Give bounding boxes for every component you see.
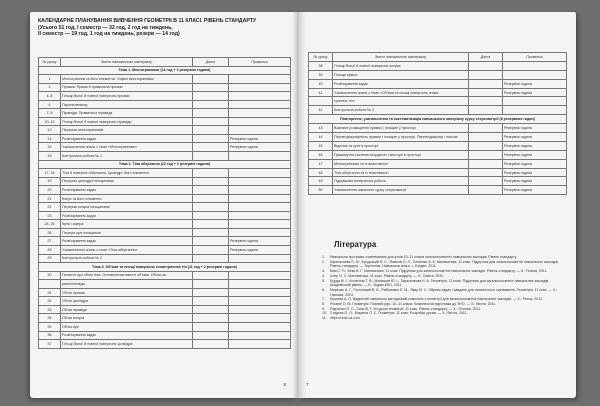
content-cell: Об'єм циліндра (61, 297, 193, 306)
literature-item-text: Роганін О. М. Геометрія. Повний курс. 10–11 класи: Комплексна підготовка до ЗНО. — Х.: Веста, 2011. (330, 302, 497, 307)
date-cell (193, 152, 229, 161)
date-cell (193, 271, 229, 280)
literature-item-number: 8. (322, 302, 325, 307)
lesson-number-cell: 49 (309, 177, 333, 186)
date-cell (193, 75, 229, 84)
lesson-number-cell: 40 (309, 79, 333, 88)
table-row (39, 254, 291, 263)
content-cell: Тіла й поверхні обертання. Циліндр і його елементи (61, 169, 193, 178)
table-row (39, 100, 291, 109)
table-row (39, 288, 291, 297)
literature-item-text: Стадник О. О., Марюна О. С. Геометрія. 11 клас: Розробки уроків. — Х.: Веста, 2011. (330, 311, 468, 316)
table-row (39, 237, 291, 246)
content-cell: Відстані та кути в просторі (333, 141, 469, 150)
date-cell (193, 83, 229, 92)
lesson-number-cell: 43 (309, 124, 333, 133)
notes-cell (229, 169, 291, 178)
literature-item-text: Мерзляк А. Г., Полонский В. Б., Рабинович Е. М., Якир М. С. Збірник задач і завдань для тематичного оцінювання. Геометрія, 11 клас. — Х.: Гімназія, 2003. (330, 287, 558, 297)
table-row (309, 79, 567, 88)
notes-cell (229, 100, 291, 109)
page-number: 7 (306, 382, 309, 387)
notes-cell (229, 109, 291, 118)
date-cell (469, 168, 503, 177)
literature-item-number: 10. (322, 311, 327, 316)
lesson-number-cell: 1 (39, 75, 61, 84)
date-cell (469, 124, 503, 133)
literature-item-number: 6. (322, 287, 325, 292)
table-row (39, 220, 291, 229)
literature-item-number: 9. (322, 306, 325, 311)
lesson-number-cell: 24, 25 (39, 220, 61, 229)
heading-line: КАЛЕНДАРНЕ ПЛАНУВАННЯ ВИВЧЕННЯ ГЕОМЕТРІЇ В 11 КЛАСІ. РІВЕНЬ СТАНДАРТУ (38, 18, 257, 24)
content-cell: Розв'язування задач (61, 211, 193, 220)
notes-cell: Резервна година (503, 88, 567, 97)
date-cell (193, 117, 229, 126)
content-cell: Контрольна робота № 2 (61, 254, 193, 263)
notes-cell (229, 340, 291, 349)
lesson-number-cell: 48 (309, 168, 333, 177)
date-cell (193, 237, 229, 246)
content-cell: Призма. Пряма й правильна призми (61, 83, 193, 92)
table-row (39, 194, 291, 203)
literature-item (322, 316, 566, 321)
notes-cell (503, 70, 567, 79)
table-header-row (39, 58, 291, 67)
content-cell: тричних тіл» (333, 97, 469, 106)
lesson-number-cell: 16 (39, 152, 61, 161)
table-row (39, 211, 291, 220)
content-cell: Піраміда. Правильна піраміда (61, 109, 193, 118)
table-header-row (309, 53, 567, 62)
literature-item-text: Афанасьєва О. М., Бродський Я. С., Павлов О. Л., Сліпенко А. К. Математика, 11 клас: Підручник для загальноосвітніх навчальних закладів. Рівень стандарту. — Тернопіль: Навчальна книга — Богдан, 2011. (330, 259, 559, 269)
lesson-number-cell: 26 (39, 228, 61, 237)
heading-line: (Усього 51 год, І семестр — 32 год, 2 год на тиждень, (38, 24, 173, 31)
notes-cell: Резервна година (503, 168, 567, 177)
date-cell (193, 254, 229, 263)
date-cell (469, 79, 503, 88)
literature-item-number: 4. (322, 273, 325, 278)
content-cell: Контрольна робота № 1 (61, 152, 193, 161)
date-cell (193, 246, 229, 255)
content-cell: Многогранник та його елементи. Опуклі многогранники (61, 75, 193, 84)
lesson-number-cell: 44 (309, 133, 333, 142)
notes-cell (229, 211, 291, 220)
date-cell (193, 169, 229, 178)
content-cell: Конус та його елементи (61, 194, 193, 203)
content-cell: Розв'язування задач (61, 331, 193, 340)
date-cell (469, 61, 503, 70)
notes-cell (229, 203, 291, 212)
planning-table-left-body (39, 66, 291, 348)
literature-list (322, 255, 566, 321)
date-cell (469, 133, 503, 142)
table-row (309, 150, 567, 159)
lesson-number-cell: 4–5 (39, 92, 61, 101)
literature-item-number: 1. (322, 255, 325, 259)
lesson-number-cell: 36 (39, 331, 61, 340)
literature-item-text: Радченко О. С., Сизо В. Г. Усі уроки геометрії. 11 клас. Рівень стандарту. — Х.: Основа, 2011. (330, 306, 482, 311)
notes-cell (229, 280, 291, 289)
table-row (309, 133, 567, 142)
content-cell: Паралелепіпед (61, 100, 193, 109)
literature-title: Література (334, 240, 377, 249)
content-cell: Об'єм піраміди (61, 305, 193, 314)
content-cell: Узагальнення шкільного курсу стереометрії (333, 186, 469, 195)
lesson-number-cell (309, 97, 333, 106)
literature-item-text: https://urok-ua.com (330, 316, 360, 321)
table-row (309, 61, 567, 70)
notes-cell (229, 152, 291, 161)
lesson-number-cell: 21 (39, 194, 61, 203)
lesson-number-cell: 50 (309, 186, 333, 195)
notes-cell (229, 271, 291, 280)
table-row (309, 70, 567, 79)
literature-item-number: 7. (322, 297, 325, 302)
date-cell (193, 186, 229, 195)
planning-table-right-body (309, 61, 567, 194)
col-header-content: Зміст навчального матеріалу (61, 58, 193, 67)
table-row (39, 169, 291, 178)
lesson-number-cell: 37 (39, 340, 61, 349)
notes-cell: Резервна година (503, 141, 567, 150)
table-row (39, 177, 291, 186)
lesson-number-cell: 10–12 (39, 117, 61, 126)
table-row (39, 143, 291, 152)
date-cell (469, 88, 503, 97)
notes-cell (229, 92, 291, 101)
notes-cell: Резервна година (503, 150, 567, 159)
left-page (30, 12, 298, 398)
lesson-number-cell: 29 (39, 254, 61, 263)
content-cell: Підсумкова контрольна робота (333, 177, 469, 186)
notes-cell: Резервна година (503, 177, 567, 186)
lesson-number-cell: 39 (309, 70, 333, 79)
notes-cell (229, 331, 291, 340)
content-cell: Переріз кулі площиною (61, 228, 193, 237)
notes-cell: Резервна година (503, 79, 567, 88)
col-header-date: Дата (469, 53, 503, 62)
date-cell (193, 203, 229, 212)
lesson-number-cell: 13 (39, 126, 61, 135)
date-cell (193, 126, 229, 135)
table-row (39, 152, 291, 161)
notes-cell (229, 177, 291, 186)
content-cell: Прямокутна система координат і вектори в просторі (333, 150, 469, 159)
table-row (39, 280, 291, 289)
notes-cell (503, 97, 567, 106)
lesson-number-cell: 42 (309, 106, 333, 115)
date-cell (193, 331, 229, 340)
notes-cell: Резервна година (229, 246, 291, 255)
date-cell (469, 97, 503, 106)
section-row (39, 263, 291, 272)
date-cell (469, 106, 503, 115)
table-row (39, 314, 291, 323)
table-row (39, 322, 291, 331)
date-cell (193, 100, 229, 109)
lesson-number-cell: 28 (39, 246, 61, 255)
section-title: Повторення, узагальнення та систематизація навчального матеріалу курсу стереометрії (8 резервних годин) (309, 115, 567, 124)
notes-cell (229, 117, 291, 126)
table-row (39, 75, 291, 84)
section-row (39, 66, 291, 75)
date-cell (193, 134, 229, 143)
content-cell: Узагальнення знань з теми «Многогранники» (61, 143, 193, 152)
content-cell: Перерізи многогранників (61, 126, 193, 135)
date-cell (193, 143, 229, 152)
lesson-number-cell: 35 (39, 322, 61, 331)
literature-item-text: Навчальна програма з математики для учнів 10–11 класів загальноосвітніх навчальних закладів. Рівень стандарту. (330, 255, 518, 259)
planning-table-right (308, 52, 567, 195)
content-cell: Взаємне розміщення прямих і площин у просторі (333, 124, 469, 133)
content-cell: Площі бічної й повної поверхонь конуса (333, 61, 469, 70)
planning-table-left (38, 57, 291, 349)
content-cell: ралелепіпеда (61, 280, 193, 289)
notes-cell: Резервна година (503, 133, 567, 142)
date-cell (193, 280, 229, 289)
lesson-number-cell: 30 (39, 271, 61, 280)
notes-cell: Резервна година (503, 186, 567, 195)
date-cell (193, 340, 229, 349)
content-cell: Площі бічної й повної поверхонь піраміди (61, 117, 193, 126)
literature-item (322, 279, 566, 288)
notes-cell (229, 305, 291, 314)
lesson-number-cell: 46 (309, 150, 333, 159)
table-row (39, 109, 291, 118)
lesson-number-cell: 32 (39, 297, 61, 306)
lesson-number-cell: 31 (39, 288, 61, 297)
notes-cell (229, 186, 291, 195)
notes-cell (229, 75, 291, 84)
literature-item-number: 2. (322, 259, 325, 264)
notes-cell: Резервна година (229, 134, 291, 143)
table-row (39, 305, 291, 314)
table-row (39, 271, 291, 280)
lesson-number-cell: 34 (39, 314, 61, 323)
table-row (309, 97, 567, 106)
table-row (309, 124, 567, 133)
content-cell: Розв'язування задач (333, 79, 469, 88)
notes-cell (229, 194, 291, 203)
date-cell (193, 297, 229, 306)
date-cell (193, 314, 229, 323)
lesson-number-cell: 15 (39, 143, 61, 152)
lesson-number-cell: 33 (39, 305, 61, 314)
literature-item-text: Істер О. С. Математика, 11 клас. Рівень стандарту. — К.: Освіта, 2011. (330, 273, 444, 278)
lesson-number-cell: 45 (309, 141, 333, 150)
table-row (39, 117, 291, 126)
content-cell: Перпендикулярність прямих і площин у просторі. Перпендикуляр і похила (333, 133, 469, 142)
literature-item-number: 11. (322, 316, 327, 321)
content-cell: Розв'язування задач (61, 186, 193, 195)
table-row (39, 331, 291, 340)
content-cell: Узагальнення знань з теми «Тіла обертання» (61, 246, 193, 255)
notes-cell: Резервна година (503, 159, 567, 168)
col-header-notes: Примітки (503, 53, 567, 62)
content-cell: Многогранники та їх властивості (333, 159, 469, 168)
date-cell (193, 92, 229, 101)
date-cell (193, 305, 229, 314)
lesson-number-cell: 41 (309, 88, 333, 97)
section-title: Тема 2. Тіла обертання (12 год + 2 резервні години) (39, 160, 291, 169)
col-header-lesson: № уроку (39, 58, 61, 67)
lesson-number-cell: 23 (39, 211, 61, 220)
content-cell: Площі бічної й повної поверхонь призми (61, 92, 193, 101)
table-row (39, 186, 291, 195)
date-cell (193, 322, 229, 331)
date-cell (469, 177, 503, 186)
notes-cell (229, 83, 291, 92)
lesson-number-cell: 22 (39, 203, 61, 212)
table-row (39, 126, 291, 135)
date-cell (193, 177, 229, 186)
notes-cell (503, 106, 567, 115)
notes-cell: Резервна година (229, 143, 291, 152)
lesson-number-cell: 19 (39, 177, 61, 186)
col-header-content: Зміст навчального матеріалу (333, 53, 469, 62)
section-title: Тема 1. Многогранники (14 год + 2 резервна година) (39, 66, 291, 75)
content-cell: Поняття про об'єм тіла. Основні властивості об'ємів. Об'єм па- (61, 271, 193, 280)
date-cell (469, 70, 503, 79)
literature-item-number: 5. (322, 278, 325, 283)
content-cell: Площа сфери (333, 70, 469, 79)
content-cell: Об'єм призми (61, 288, 193, 297)
table-row (39, 228, 291, 237)
table-row (309, 159, 567, 168)
notes-cell (229, 314, 291, 323)
content-cell: Узагальнення знань з теми «Об'єми та площі поверхонь геоме- (333, 88, 469, 97)
lesson-number-cell: 14 (39, 134, 61, 143)
notes-cell (229, 297, 291, 306)
literature-item-number: 3. (322, 269, 325, 274)
lesson-number-cell: 17, 18 (39, 169, 61, 178)
date-cell (193, 109, 229, 118)
table-row (309, 141, 567, 150)
table-row (39, 92, 291, 101)
content-cell: Розв'язування задач (61, 237, 193, 246)
date-cell (193, 211, 229, 220)
table-row (309, 186, 567, 195)
table-row (309, 168, 567, 177)
content-cell: Перерізи циліндра площинами (61, 177, 193, 186)
table-row (309, 88, 567, 97)
notes-cell: Резервна година (503, 124, 567, 133)
notes-cell (503, 61, 567, 70)
date-cell (193, 194, 229, 203)
section-row (309, 115, 567, 124)
content-cell: Контрольна робота № 3 (333, 106, 469, 115)
lesson-number-cell: 38 (309, 61, 333, 70)
content-cell: Об'єм конуса (61, 314, 193, 323)
table-row (309, 106, 567, 115)
table-row (39, 340, 291, 349)
content-cell: Площі бічної й повної поверхонь циліндра (61, 340, 193, 349)
date-cell (469, 186, 503, 195)
literature-item-text: Бевз Г. П., Бевз В. Г. Математика, 11 клас: Підручник для загальноосвітніх навчальних закладів. Рівень стандарту. — К.: Генеза, 2011. (330, 269, 548, 274)
notes-cell (229, 322, 291, 331)
lesson-number-cell: 20 (39, 186, 61, 195)
content-cell: Розв'язування задач (61, 134, 193, 143)
date-cell (469, 141, 503, 150)
page-number: 6 (283, 382, 286, 387)
table-row (39, 246, 291, 255)
notes-cell (229, 220, 291, 229)
table-row (39, 83, 291, 92)
date-cell (193, 288, 229, 297)
lesson-number-cell: 7–9 (39, 109, 61, 118)
content-cell: Перерізи конуса площинами (61, 203, 193, 212)
literature-item (322, 260, 566, 269)
table-row (39, 203, 291, 212)
literature-item-text: Бурда М. І., Колесник Т. В., Малишев Ю. І., Тарасенкова Н. А. Геометрія, 11 клас: Підручник для загальноосвітніх навчальних закладів. Академічний рівень. — К.: Зодіак-ЕКО, 2011. (330, 278, 550, 288)
content-cell: Куля і сфера (61, 220, 193, 229)
col-header-notes: Примітки (229, 58, 291, 67)
lesson-number-cell: 47 (309, 159, 333, 168)
table-row (39, 134, 291, 143)
lesson-number-cell: 2 (39, 83, 61, 92)
notes-cell: Резервна година (229, 237, 291, 246)
section-row (39, 160, 291, 169)
table-row (309, 177, 567, 186)
date-cell (469, 150, 503, 159)
date-cell (469, 159, 503, 168)
section-title: Тема 3. Об'єми та площі поверхонь геометричних тіл (11 год + 2 резервні години) (39, 263, 291, 272)
table-row (39, 297, 291, 306)
date-cell (193, 220, 229, 229)
literature-item (322, 288, 566, 297)
lesson-number-cell: 27 (39, 237, 61, 246)
content-cell: Об'єм кулі (61, 322, 193, 331)
lesson-number-cell: 6 (39, 100, 61, 109)
col-header-lesson: № уроку (309, 53, 333, 62)
notes-cell (229, 288, 291, 297)
date-cell (193, 228, 229, 237)
content-cell: Тіла обертання та їх властивості (333, 168, 469, 177)
heading-line: ІІ семестр — 19 год, 1 год на тиждень, резерв — 14 год) (38, 31, 180, 38)
notes-cell (229, 228, 291, 237)
col-header-date: Дата (193, 58, 229, 67)
lesson-number-cell (39, 280, 61, 289)
planning-heading (38, 18, 290, 38)
notes-cell (229, 254, 291, 263)
right-page (298, 12, 576, 398)
notes-cell (229, 126, 291, 135)
literature-item-text: Єршова А. П. Відкритий навчально-методичний комплекс з геометрії для загальноосвітніх навчальних закладів. — Х.: Ранок, 2012. (330, 297, 543, 302)
